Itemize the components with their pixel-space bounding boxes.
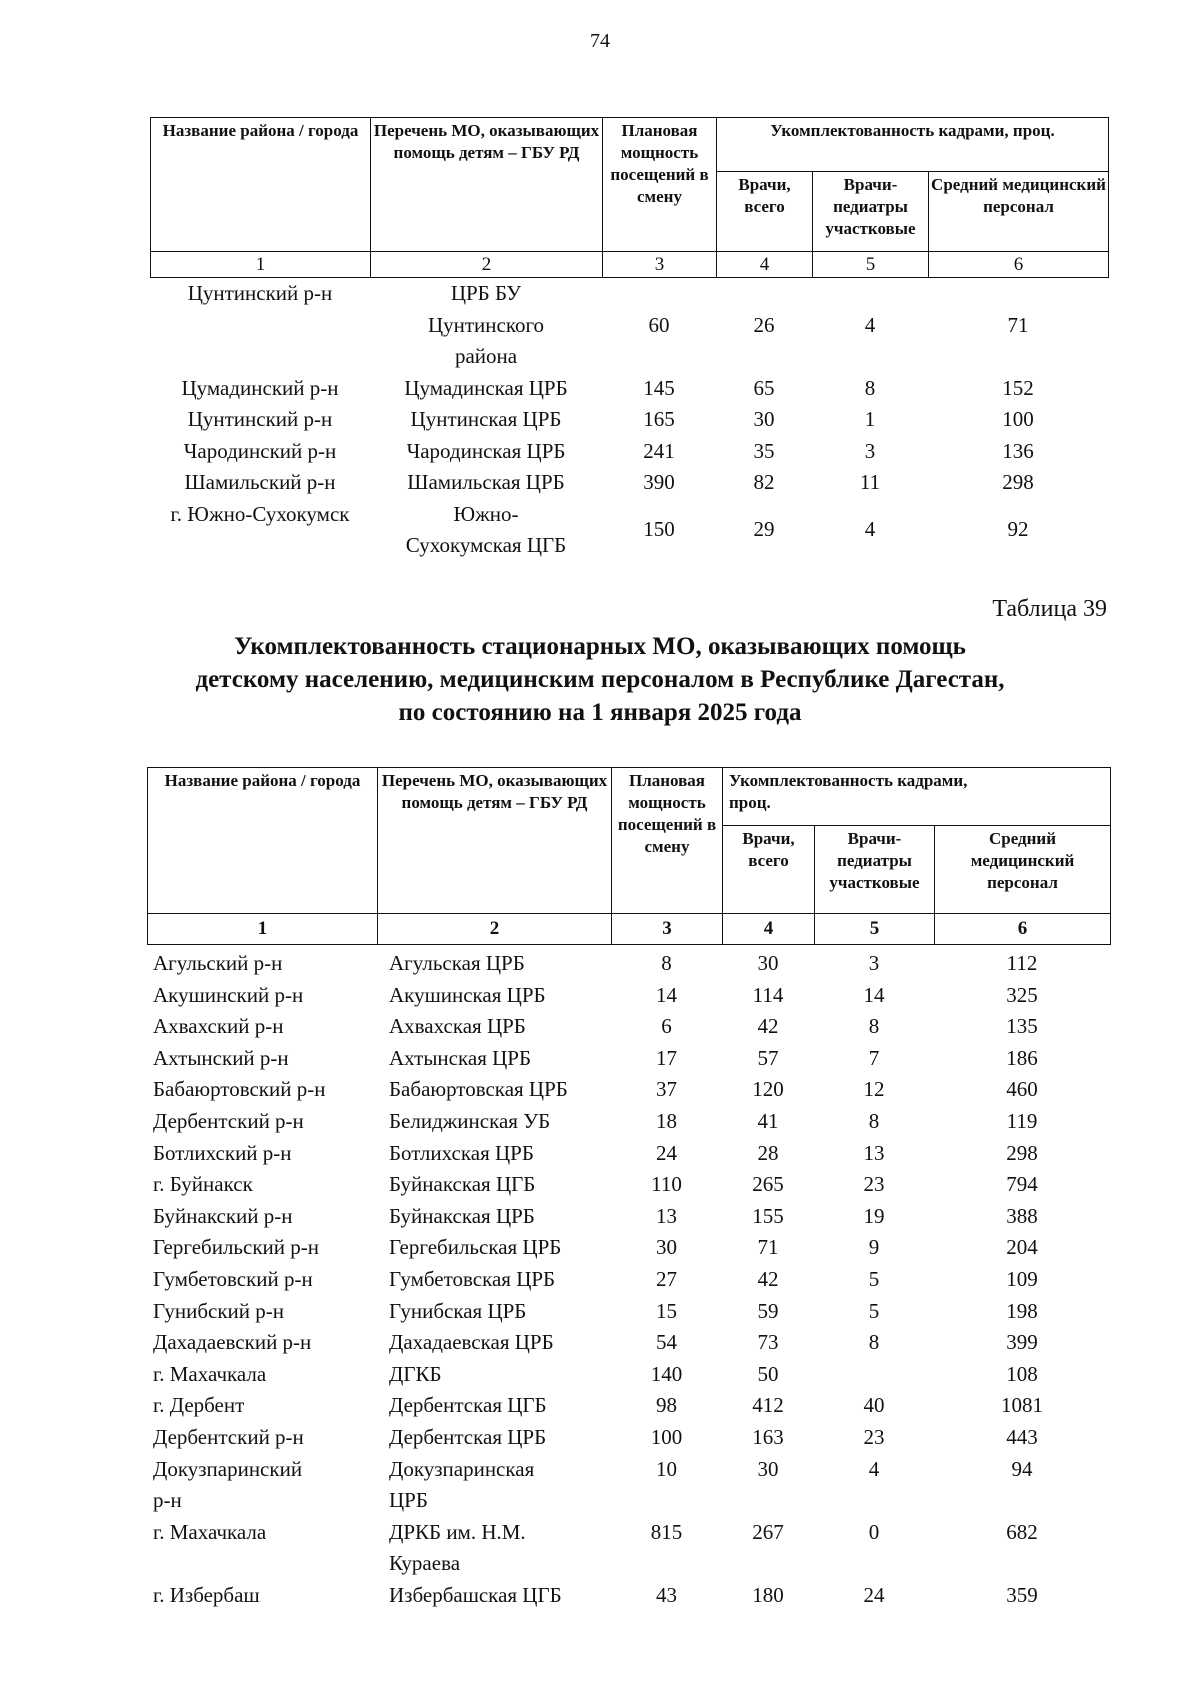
table-row <box>147 948 1110 980</box>
nurses-cell: 94 <box>1011 1456 1033 1481</box>
nurses-cell: 198 <box>1006 1298 1038 1323</box>
mo-cell <box>377 980 611 1012</box>
t2-colnum: 5 <box>815 914 935 945</box>
doctors-cell: 412 <box>752 1393 784 1418</box>
t1-colnum: 5 <box>813 252 929 278</box>
pediatricians-cell: 23 <box>863 1424 885 1449</box>
t2-header-doctors: Врачи, всего <box>723 826 815 914</box>
doctors-cell: 41 <box>757 1108 779 1133</box>
nurses-cell: 136 <box>1002 438 1034 463</box>
nurses-cell: 152 <box>1002 375 1034 400</box>
pediatricians-cell: 8 <box>868 1108 880 1133</box>
mo-cell <box>377 1580 611 1612</box>
mo-cell <box>377 1201 611 1233</box>
nurses-cell: 100 <box>1002 407 1034 431</box>
mo-cell-line: Ботлихская ЦРБ <box>389 1140 534 1165</box>
pediatricians-cell: 14 <box>863 982 885 1007</box>
plan-cell: 30 <box>656 1235 677 1260</box>
pediatricians-cell: 3 <box>868 951 880 975</box>
mo-cell-line: Белиджинская УБ <box>389 1108 551 1133</box>
mo-cell-line: ДГКБ <box>389 1361 442 1386</box>
plan-cell: 241 <box>643 438 675 463</box>
doctors-cell: 82 <box>753 470 775 494</box>
district-cell <box>147 1169 377 1201</box>
nurses-cell: 186 <box>1006 1045 1038 1070</box>
table1-header <box>150 117 1109 278</box>
mo-cell-line: Гергебильская ЦРБ <box>389 1235 562 1260</box>
district-cell <box>147 1264 377 1296</box>
doctors-cell: 30 <box>757 1456 779 1481</box>
pediatricians-cell: 4 <box>864 517 876 542</box>
nurses-cell: 119 <box>1006 1108 1038 1133</box>
table-row <box>147 1043 1110 1075</box>
t2-header-plan: Плановая мощность посещений в смену <box>612 768 723 914</box>
plan-cell: 17 <box>656 1045 677 1070</box>
mo-cell <box>377 1264 611 1296</box>
mo-cell-line: Гунибская ЦРБ <box>389 1298 527 1323</box>
mo-cell <box>377 1138 611 1170</box>
plan-cell: 165 <box>643 407 675 431</box>
district-cell-line: г. Махачкала <box>153 1361 267 1386</box>
mo-cell-line: Кураева <box>389 1551 461 1576</box>
district-cell <box>147 980 377 1012</box>
district-cell-line: Буйнакский р-н <box>153 1203 293 1228</box>
district-cell <box>147 1201 377 1233</box>
district-cell <box>147 1074 377 1106</box>
doctors-cell: 29 <box>753 517 775 542</box>
mo-cell <box>377 1359 611 1391</box>
doctors-cell: 26 <box>753 312 775 337</box>
nurses-cell: 298 <box>1002 470 1034 494</box>
mo-cell-line: Акушинская ЦРБ <box>389 982 546 1007</box>
table-row <box>150 278 1108 373</box>
t1-header-pediatricians: Врачи-педиатры участковые <box>813 172 929 252</box>
mo-line: района <box>454 344 518 368</box>
table-row <box>150 404 1108 436</box>
district-cell: Цунтинский р-н <box>187 281 333 305</box>
pediatricians-cell: 1 <box>864 407 876 431</box>
mo-cell-line: Дербентская ЦГБ <box>389 1393 547 1418</box>
plan-cell: 8 <box>661 951 672 975</box>
t2-colnum: 6 <box>935 914 1111 945</box>
table-row <box>147 1454 1110 1517</box>
nurses-cell: 682 <box>1006 1519 1038 1544</box>
district-cell-line: Акушинский р-н <box>153 982 304 1007</box>
plan-cell: 140 <box>650 1361 683 1386</box>
district-cell <box>147 1106 377 1138</box>
table-row <box>147 1264 1110 1296</box>
pediatricians-cell: 12 <box>863 1077 885 1102</box>
nurses-cell: 399 <box>1006 1330 1038 1355</box>
plan-cell: 815 <box>650 1519 683 1544</box>
plan-cell: 27 <box>656 1266 677 1291</box>
t2-header-staffing-line: Укомплектованность кадрами, <box>729 771 968 790</box>
district-cell: г. Южно-Сухокумск <box>170 501 350 526</box>
district-cell <box>147 1390 377 1422</box>
mo-cell-line: Ахвахская ЦРБ <box>389 1014 526 1039</box>
mo-cell <box>377 1517 611 1580</box>
district-cell <box>147 1517 377 1580</box>
district-cell <box>147 948 377 980</box>
t1-colnum: 2 <box>371 252 603 278</box>
pediatricians-cell: 19 <box>863 1203 885 1228</box>
nurses-cell: 135 <box>1006 1014 1038 1039</box>
doctors-cell: 30 <box>753 407 775 431</box>
district-cell <box>147 1011 377 1043</box>
plan-cell: 110 <box>651 1172 682 1197</box>
pediatricians-cell <box>814 1359 934 1391</box>
pediatricians-cell: 4 <box>864 312 876 337</box>
table-row <box>150 467 1108 499</box>
doctors-cell: 57 <box>757 1045 779 1070</box>
doctors-cell: 42 <box>757 1014 779 1039</box>
table-title-line: по состоянию на 1 января 2025 года <box>398 699 802 726</box>
plan-cell: 15 <box>656 1298 677 1323</box>
pediatricians-cell: 5 <box>868 1298 880 1323</box>
mo-cell <box>377 1106 611 1138</box>
t1-colnum: 1 <box>151 252 371 278</box>
mo-cell <box>370 278 602 373</box>
plan-cell: 43 <box>656 1582 677 1607</box>
t1-colnum: 4 <box>717 252 813 278</box>
t2-header-pediatricians: Врачи-педиатры участковые <box>815 826 935 914</box>
table-row <box>147 1327 1110 1359</box>
pediatricians-cell: 24 <box>863 1582 885 1607</box>
mo-cell-line: Дахадаевская ЦРБ <box>389 1330 554 1355</box>
nurses-cell: 359 <box>1006 1582 1038 1607</box>
mo-cell <box>377 1422 611 1454</box>
mo-cell-line: Дербентская ЦРБ <box>389 1424 547 1449</box>
pediatricians-cell: 9 <box>868 1235 880 1260</box>
nurses-cell: 298 <box>1006 1140 1038 1165</box>
plan-cell: 150 <box>643 517 675 542</box>
t1-colnum: 6 <box>929 252 1109 278</box>
doctors-cell: 65 <box>753 375 775 400</box>
t2-colnum: 4 <box>723 914 815 945</box>
doctors-cell: 50 <box>757 1361 779 1386</box>
pediatricians-cell: 0 <box>868 1519 880 1544</box>
t1-header-nurses: Средний медицинский персонал <box>929 172 1109 252</box>
table-row <box>147 1296 1110 1328</box>
district-cell <box>147 1138 377 1170</box>
district-cell-line: Гумбетовский р-н <box>153 1266 313 1291</box>
mo-cell-line: Избербашская ЦГБ <box>389 1582 562 1607</box>
plan-cell: 13 <box>656 1203 677 1228</box>
table-title-line: детскому населению, медицинским персоналом в Республике Дагестан, <box>195 666 1005 693</box>
nurses-cell: 443 <box>1006 1424 1038 1449</box>
nurses-cell: 794 <box>1006 1172 1038 1197</box>
pediatricians-cell: 7 <box>868 1045 880 1070</box>
mo-cell <box>377 1454 611 1517</box>
mo-cell <box>377 948 611 980</box>
district-cell-line: Докузпаринский <box>153 1456 303 1481</box>
t1-header-doctors: Врачи, всего <box>717 172 813 252</box>
table-label: Таблица 39 <box>992 596 1107 622</box>
plan-cell: 18 <box>656 1108 677 1133</box>
doctors-cell: 180 <box>752 1582 784 1607</box>
doctors-cell: 28 <box>757 1140 779 1165</box>
district-cell-line: Агульский р-н <box>153 951 283 975</box>
nurses-cell: 388 <box>1006 1203 1038 1228</box>
nurses-cell: 112 <box>1006 951 1038 975</box>
district-cell <box>147 1454 377 1517</box>
district-cell-line: г. Буйнакск <box>153 1172 253 1197</box>
nurses-cell: 1081 <box>1001 1393 1043 1418</box>
plan-cell: 14 <box>656 982 677 1007</box>
t2-colnum: 3 <box>612 914 723 945</box>
doctors-cell: 267 <box>752 1519 784 1544</box>
mo-cell <box>377 1390 611 1422</box>
district-cell <box>147 1296 377 1328</box>
doctors-cell: 120 <box>752 1077 784 1102</box>
doctors-cell: 35 <box>753 438 775 463</box>
district-cell <box>147 1580 377 1612</box>
doctors-cell: 114 <box>752 982 784 1007</box>
table-row <box>150 373 1108 405</box>
table-row <box>147 1390 1110 1422</box>
nurses-cell: 325 <box>1006 982 1038 1007</box>
t2-colnum: 2 <box>378 914 612 945</box>
plan-cell: 10 <box>656 1456 677 1481</box>
t1-header-plan: Плановая мощность посещений в смену <box>603 118 717 252</box>
mo-cell-line: Гумбетовская ЦРБ <box>389 1266 556 1291</box>
doctors-cell: 155 <box>752 1203 784 1228</box>
district-cell-line: Ахтынский р-н <box>153 1045 289 1070</box>
table-row <box>147 1580 1110 1612</box>
mo-cell-line: Бабаюртовская ЦРБ <box>389 1077 568 1102</box>
doctors-cell: 42 <box>757 1266 779 1291</box>
t1-header-mo: Перечень МО, оказывающих помощь детям – ГБУ РД <box>371 118 603 252</box>
table-title-line: Укомплектованность стационарных МО, оказывающих помощь <box>234 633 966 660</box>
district-cell <box>147 1232 377 1264</box>
district-cell-line: Ахвахский р-н <box>153 1014 284 1039</box>
mo-cell-line: ДРКБ им. Н.М. <box>389 1519 526 1544</box>
district-cell-line: Гунибский р-н <box>153 1298 284 1323</box>
plan-cell: 6 <box>661 1014 672 1039</box>
doctors-cell: 71 <box>757 1235 779 1260</box>
table2-body <box>147 948 1110 1611</box>
pediatricians-cell: 11 <box>859 470 881 494</box>
t2-header-mo: Перечень МО, оказывающих помощь детям – ГБУ РД <box>378 768 612 914</box>
district-cell: Цунтинский р-н <box>187 407 333 431</box>
t2-colnum: 1 <box>148 914 378 945</box>
plan-cell: 100 <box>650 1424 683 1449</box>
mo-cell <box>377 1327 611 1359</box>
pediatricians-cell: 23 <box>863 1172 885 1197</box>
mo-cell-line: ЦРБ <box>389 1488 428 1513</box>
district-cell <box>147 1327 377 1359</box>
pediatricians-cell: 5 <box>868 1266 880 1291</box>
plan-cell: 54 <box>656 1330 677 1355</box>
t1-colnum: 3 <box>603 252 717 278</box>
district-cell: Шамильский р-н <box>184 470 336 494</box>
nurses-cell: 92 <box>1007 517 1029 542</box>
mo-line: Южно- <box>453 501 519 526</box>
mo-line: ЦРБ БУ <box>450 281 522 305</box>
district-cell-line: Ботлихский р-н <box>153 1140 292 1165</box>
doctors-cell: 30 <box>757 951 779 975</box>
table-row <box>147 1106 1110 1138</box>
table-row <box>147 1232 1110 1264</box>
doctors-cell: 163 <box>752 1424 784 1449</box>
pediatricians-cell: 40 <box>863 1393 885 1418</box>
plan-cell: 145 <box>643 375 675 400</box>
mo-cell <box>377 1169 611 1201</box>
mo-cell <box>377 1296 611 1328</box>
pediatricians-cell: 8 <box>864 375 876 400</box>
pediatricians-cell: 4 <box>868 1456 880 1481</box>
table-row <box>147 1074 1110 1106</box>
table-row <box>147 1011 1110 1043</box>
pediatricians-cell: 13 <box>863 1140 885 1165</box>
district-cell-line: г. Дербент <box>153 1393 245 1418</box>
t2-header-staffing-line: проц. <box>729 793 771 813</box>
mo-cell <box>377 1011 611 1043</box>
table-row <box>147 1138 1110 1170</box>
t2-header-district: Название района / города <box>148 768 378 914</box>
district-cell-line: р-н <box>153 1488 182 1513</box>
mo-cell: Цунтинская ЦРБ <box>410 407 562 431</box>
plan-cell: 98 <box>656 1393 677 1418</box>
district-cell-line: г. Махачкала <box>153 1519 267 1544</box>
nurses-cell: 108 <box>1006 1361 1038 1386</box>
district-cell-line: Гергебильский р-н <box>153 1235 319 1260</box>
table-row <box>147 1169 1110 1201</box>
plan-cell: 37 <box>656 1077 677 1102</box>
district-cell: Чародинский р-н <box>183 438 337 463</box>
table-row <box>150 499 1108 562</box>
mo-line: Цунтинского <box>427 312 545 337</box>
district-cell-line: Дербентский р-н <box>153 1108 304 1133</box>
page-number: 74 <box>590 30 610 52</box>
district-cell-line: Бабаюртовский р-н <box>153 1077 326 1102</box>
table2-header <box>147 767 1111 945</box>
mo-cell-line: Буйнакская ЦГБ <box>389 1172 536 1197</box>
nurses-cell: 71 <box>1007 312 1029 337</box>
table-title <box>100 630 1100 729</box>
district-cell: Цумадинский р-н <box>181 375 339 400</box>
mo-cell <box>377 1074 611 1106</box>
table-row <box>150 436 1108 468</box>
mo-cell-line: Ахтынская ЦРБ <box>389 1045 532 1070</box>
pediatricians-cell: 3 <box>864 438 876 463</box>
nurses-cell: 204 <box>1006 1235 1038 1260</box>
table-row <box>147 1422 1110 1454</box>
table-row <box>147 980 1110 1012</box>
nurses-cell: 109 <box>1006 1266 1038 1291</box>
doctors-cell: 59 <box>757 1298 779 1323</box>
mo-cell-line: Буйнакская ЦРБ <box>389 1203 535 1228</box>
mo-cell: Чародинская ЦРБ <box>406 438 566 463</box>
mo-cell <box>377 1043 611 1075</box>
mo-cell-line: Докузпаринская <box>389 1456 535 1481</box>
doctors-cell: 73 <box>757 1330 779 1355</box>
plan-cell: 60 <box>648 312 670 337</box>
pediatricians-cell: 8 <box>868 1014 880 1039</box>
table-row <box>147 1359 1110 1391</box>
mo-cell: Шамильская ЦРБ <box>407 470 565 494</box>
t1-header-district: Название района / города <box>151 118 371 252</box>
mo-cell-line: Агульская ЦРБ <box>389 951 525 975</box>
doctors-cell: 265 <box>752 1172 784 1197</box>
t1-header-staffing: Укомплектованность кадрами, проц. <box>717 118 1109 172</box>
table-row <box>147 1517 1110 1580</box>
mo-line: Сухокумская ЦГБ <box>405 533 567 557</box>
table-row <box>147 1201 1110 1233</box>
district-cell <box>147 1422 377 1454</box>
mo-cell: Цумадинская ЦРБ <box>404 375 568 400</box>
district-cell-line: Дахадаевский р-н <box>153 1330 312 1355</box>
district-cell-line: Дербентский р-н <box>153 1424 304 1449</box>
pediatricians-cell: 8 <box>868 1330 880 1355</box>
plan-cell: 390 <box>643 470 675 494</box>
t2-header-staffing <box>723 768 1111 826</box>
mo-cell <box>377 1232 611 1264</box>
t2-header-nurses: Средний медицинский персонал <box>935 826 1111 914</box>
district-cell <box>147 1359 377 1391</box>
nurses-cell: 460 <box>1006 1077 1038 1102</box>
table1-body <box>150 278 1108 562</box>
district-cell-line: г. Избербаш <box>153 1582 260 1607</box>
mo-cell <box>370 499 602 562</box>
district-cell <box>147 1043 377 1075</box>
plan-cell: 24 <box>656 1140 677 1165</box>
